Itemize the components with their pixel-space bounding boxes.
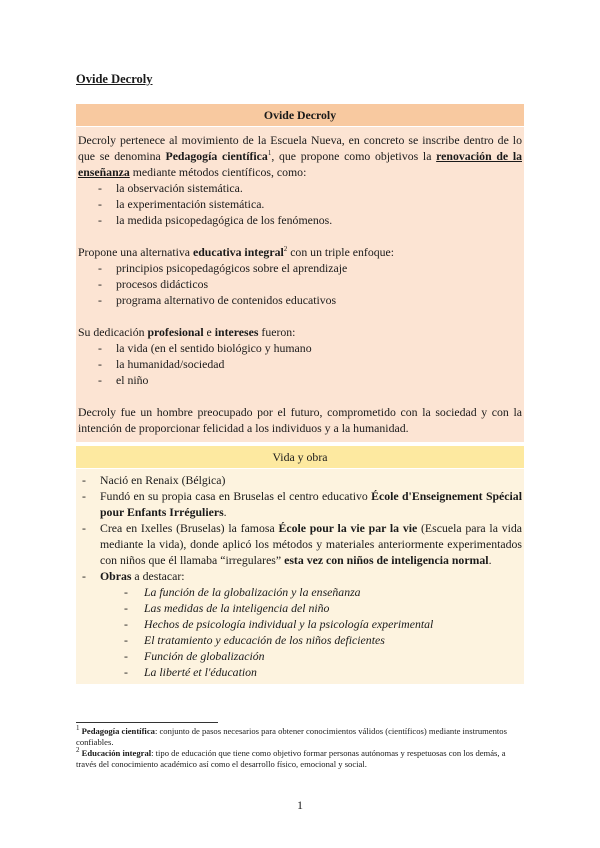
integral-paragraph: Propone una alternativa educativa integral$^2$ con un triple enfoque: bbox=[78, 245, 395, 259]
work-item: - El tratamiento y educación de los niños deficientes bbox=[124, 632, 522, 648]
list-item: - la observación sistemática. bbox=[98, 180, 522, 196]
page-number: 1 bbox=[297, 798, 303, 812]
vida-obra-title: Vida y obra bbox=[76, 446, 524, 469]
work-item: - Función de globalización bbox=[124, 648, 522, 664]
list-item: - el niño bbox=[98, 372, 522, 388]
term-renovacion: renovación de la enseñanza bbox=[78, 149, 522, 179]
list-item: - Obras a destacar: - La función de la globalización y la enseñanza - Las medidas de la inteligencia del niño - Hechos de psicología individual y la psicología experimental - El tratamiento y educación de los niños deficientes - Función de globalización - La liberté et l'éducation bbox=[82, 568, 522, 680]
biography-list bbox=[78, 472, 522, 680]
list-item: - Fundó en su propia casa en Bruselas el centro educativo École d'Enseignement Spécial pour Enfants Irréguliers. bbox=[82, 488, 522, 520]
page-heading: Ovide Decroly bbox=[76, 72, 153, 86]
intro-paragraph: Decroly pertenece al movimiento de la Escuela Nueva, en concreto se inscribe dentro de lo que se denomina Pedagogía científica$^1$, que propone como objetivos la renovación de la enseñanza mediante métodos científicos, como: bbox=[78, 133, 522, 179]
footnote-2: $^2$ Educación integral: tipo de educación que tiene como objetivo formar personas autónomas y respetuosas con los demás, a través del conocimiento académico así como el desarrollo físico, emocional y social. bbox=[76, 746, 506, 769]
footnote-ref-1[interactable]: 1 bbox=[267, 149, 272, 158]
approach-list bbox=[78, 260, 522, 308]
list-item: - la humanidad/sociedad bbox=[98, 356, 522, 372]
footnotes bbox=[76, 726, 524, 770]
decroly-section bbox=[76, 104, 524, 442]
work-item: - Hechos de psicología individual y la psicología experimental bbox=[124, 616, 522, 632]
work-item: - La función de la globalización y la enseñanza bbox=[124, 584, 522, 600]
interests-paragraph: Su dedicación profesional e intereses fueron: bbox=[78, 325, 296, 339]
list-item: - la vida (en el sentido biológico y humano bbox=[98, 340, 522, 356]
footnote-divider bbox=[76, 722, 218, 723]
interests-list bbox=[78, 340, 522, 388]
footnote-1: $^1$ Pedagogía científica: conjunto de pasos necesarios para obtener conocimientos válidos (científicos) mediante instrumentos confiables. bbox=[76, 724, 507, 747]
list-item: - Crea en Ixelles (Bruselas) la famosa École pour la vie par la vie (Escuela para la vida mediante la vida), donde aplicó los métodos y materiales anteriormente experimentados con niños que él llamaba “irregulares” esta vez con niños de inteligencia normal. bbox=[82, 520, 522, 568]
list-item: - Nació en Renaix (Bélgica) bbox=[82, 472, 522, 488]
list-item: - procesos didácticos bbox=[98, 276, 522, 292]
work-item: - La liberté et l'éducation bbox=[124, 664, 522, 680]
work-item: - Las medidas de la inteligencia del niño bbox=[124, 600, 522, 616]
list-item: - la medida psicopedagógica de los fenómenos. bbox=[98, 212, 522, 228]
list-item: - programa alternativo de contenidos educativos bbox=[98, 292, 522, 308]
term-educativa-integral: educativa integral bbox=[192, 245, 284, 259]
vida-obra-body bbox=[76, 469, 524, 684]
works-list bbox=[100, 584, 522, 680]
footnote-ref-2[interactable]: 2 bbox=[283, 245, 288, 254]
decroly-section-body bbox=[76, 127, 524, 442]
term-pedagogia-cientifica: Pedagogía científica bbox=[165, 149, 268, 163]
vida-obra-section bbox=[76, 446, 524, 684]
methods-list bbox=[78, 180, 522, 228]
decroly-section-title: Ovide Decroly bbox=[76, 104, 524, 127]
list-item: - principios psicopedagógicos sobre el aprendizaje bbox=[98, 260, 522, 276]
list-item: - la experimentación sistemática. bbox=[98, 196, 522, 212]
closing-paragraph: Decroly fue un hombre preocupado por el futuro, comprometido con la sociedad y con la intención de proporcionar felicidad a los individuos y a la humanidad. bbox=[78, 405, 522, 435]
